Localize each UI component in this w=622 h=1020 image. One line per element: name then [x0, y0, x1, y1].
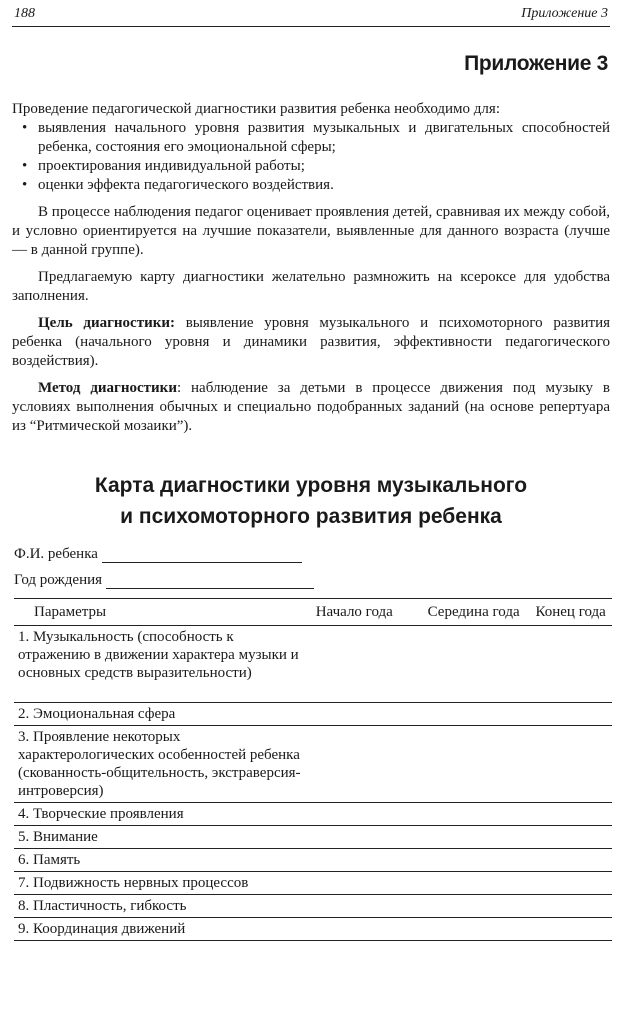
purpose-item: • проектирования индивидуальной работы;: [12, 157, 610, 176]
child-name-blank[interactable]: [102, 547, 302, 563]
birth-year-blank[interactable]: [106, 573, 314, 589]
child-name-label: Ф.И. ребенка: [14, 546, 98, 562]
header-params: Параметры: [34, 604, 107, 620]
start-cell[interactable]: [312, 703, 424, 726]
start-cell[interactable]: [312, 726, 424, 803]
start-cell[interactable]: [312, 872, 424, 895]
table-row: [14, 918, 612, 941]
purpose-item: • выявления начального уровня развития музыкальных и двигательных способностей ребенка, состояния его эмоциональной сферы;: [12, 119, 610, 157]
end-cell[interactable]: [531, 895, 612, 918]
start-cell[interactable]: [312, 849, 424, 872]
birth-year-field: [14, 572, 314, 589]
table-row: [14, 626, 612, 703]
middle-cell[interactable]: [424, 872, 532, 895]
param-cell: 3. Проявление некоторых характерологических особенностей ребенка (скованность-общительность, экстраверсия-интроверсия): [18, 729, 301, 799]
diagnostic-table: [14, 598, 612, 941]
intro-block: [12, 100, 610, 436]
table-row: [14, 872, 612, 895]
param-cell: 9. Координация движений: [18, 921, 186, 937]
running-header: [12, 4, 610, 27]
child-name-field: [14, 546, 302, 563]
param-cell: 6. Память: [18, 852, 81, 868]
observation-paragraph: В процессе наблюдения педагог оценивает проявления детей, сравнивая их между собой, и условно ориентируется на лучшие показатели, выявленные для данного возраста (лучше — в данной группе).: [12, 204, 610, 258]
middle-cell[interactable]: [424, 726, 532, 803]
table-row: [14, 849, 612, 872]
copy-note-paragraph: Предлагаемую карту диагностики желательно размножить на ксероксе для удобства заполнения.: [12, 269, 610, 304]
header-start: Начало года: [315, 604, 393, 620]
table-row: [14, 803, 612, 826]
middle-cell[interactable]: [424, 626, 532, 703]
table-row: [14, 703, 612, 726]
param-cell: 1. Музыкальность (способность к отражению в движении характера музыки и основных средств выразительности): [18, 629, 299, 681]
goal-paragraph: [12, 314, 610, 371]
end-cell[interactable]: [531, 726, 612, 803]
middle-cell[interactable]: [424, 826, 532, 849]
goal-label: Цель диагностики:: [38, 315, 176, 331]
end-cell[interactable]: [531, 803, 612, 826]
end-cell[interactable]: [531, 826, 612, 849]
middle-cell[interactable]: [424, 895, 532, 918]
end-cell[interactable]: [531, 626, 612, 703]
table-row: [14, 726, 612, 803]
param-cell: 8. Пластичность, гибкость: [18, 898, 187, 914]
param-cell: 4. Творческие проявления: [18, 806, 184, 822]
start-cell[interactable]: [312, 918, 424, 941]
param-cell: 7. Подвижность нервных процессов: [18, 875, 249, 891]
map-title-line-2: и психомоторного развития ребенка: [120, 505, 502, 528]
purpose-item: • оценки эффекта педагогического воздействия.: [12, 176, 610, 195]
middle-cell[interactable]: [424, 849, 532, 872]
birth-year-label: Год рождения: [14, 572, 103, 588]
end-cell[interactable]: [531, 872, 612, 895]
header-end: Конец года: [535, 604, 606, 620]
goal-text: выявление уровня музыкального и психомоторного развития ребенка (начального уровня и динамики развития, эффективности педагогического воздействия).: [12, 315, 610, 369]
table-row: [14, 895, 612, 918]
start-cell[interactable]: [312, 803, 424, 826]
method-paragraph: [12, 379, 610, 436]
middle-cell[interactable]: [424, 803, 532, 826]
table-row: [14, 826, 612, 849]
diagnostic-map-title: [0, 470, 622, 532]
end-cell[interactable]: [531, 918, 612, 941]
end-cell[interactable]: [531, 849, 612, 872]
middle-cell[interactable]: [424, 918, 532, 941]
start-cell[interactable]: [312, 826, 424, 849]
table-header-row: [14, 599, 612, 626]
page-number: 188: [14, 6, 35, 21]
middle-cell[interactable]: [424, 703, 532, 726]
map-title-line-1: Карта диагностики уровня музыкального: [94, 474, 528, 497]
running-section-title: Приложение 3: [521, 6, 608, 21]
method-text: : наблюдение за детьми в процессе движения под музыку в условиях выполнения обычных и специально подобранных заданий (на основе репертуара из “Ритмической мозаики”).: [12, 380, 610, 434]
header-middle: Середина года: [427, 604, 520, 620]
intro-paragraph: Проведение педагогической диагностики развития ребенка необходимо для:: [12, 101, 500, 117]
param-cell: 5. Внимание: [18, 829, 98, 845]
appendix-title: Приложение 3: [464, 52, 608, 75]
start-cell[interactable]: [312, 895, 424, 918]
param-cell: 2. Эмоциональная сфера: [18, 706, 176, 722]
method-label: Метод диагностики: [38, 380, 177, 396]
end-cell[interactable]: [531, 703, 612, 726]
start-cell[interactable]: [312, 626, 424, 703]
purpose-list: [12, 119, 610, 195]
